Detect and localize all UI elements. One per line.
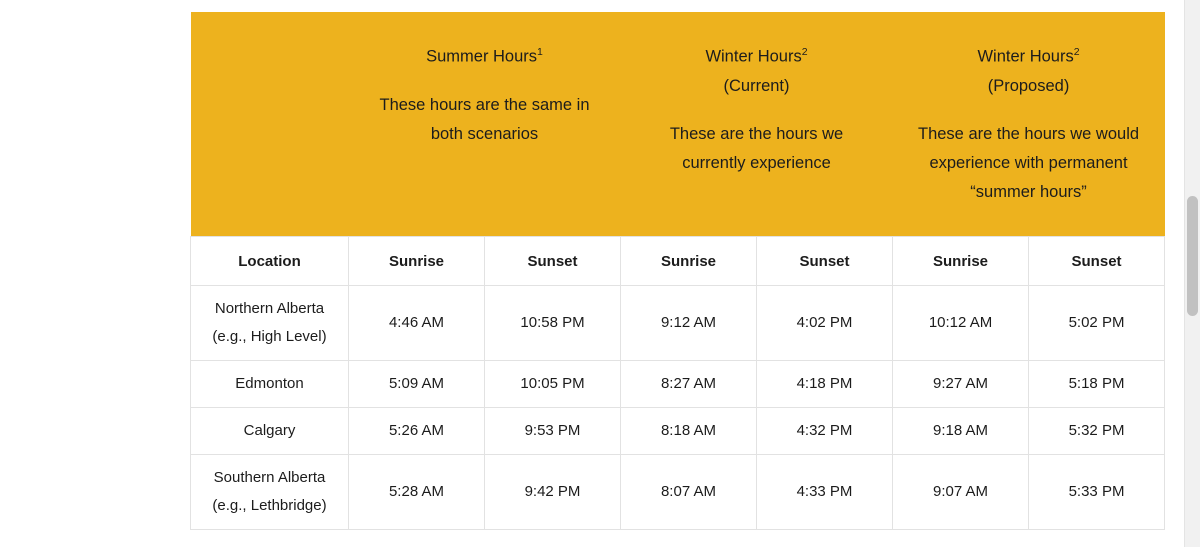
column-header-location: Location [191, 237, 349, 286]
column-header-winter-current-sunset: Sunset [757, 237, 893, 286]
cell-winter-current-sunrise: 8:18 AM [621, 408, 757, 455]
header-band-winter-proposed-title [911, 38, 1147, 72]
header-band-summer-hours [349, 12, 621, 237]
header-band-winter-proposed [893, 12, 1165, 237]
header-band-summer-footnote-marker: 1 [537, 46, 543, 58]
row-location-line2: (e.g., High Level) [212, 328, 327, 345]
cell-winter-proposed-sunset: 5:02 PM [1029, 286, 1165, 361]
cell-summer-sunset: 10:05 PM [485, 361, 621, 408]
header-band-blank-cell [191, 12, 349, 237]
table-column-headers [191, 237, 1165, 286]
column-header-summer-sunrise: Sunrise [349, 237, 485, 286]
table-row [191, 408, 1165, 455]
table-header-band [191, 12, 1165, 237]
cell-winter-proposed-sunset: 5:18 PM [1029, 361, 1165, 408]
header-band-winter-current-title [639, 38, 875, 72]
cell-winter-current-sunset: 4:02 PM [757, 286, 893, 361]
header-band-summer-description: These hours are the same in both scenarios [379, 95, 590, 143]
row-location [191, 455, 349, 530]
page-scrollbar[interactable] [1184, 0, 1200, 547]
hours-table-container [190, 12, 1165, 530]
row-location-line1: Calgary [243, 422, 296, 439]
cell-winter-proposed-sunrise: 10:12 AM [893, 286, 1029, 361]
cell-summer-sunrise: 5:09 AM [349, 361, 485, 408]
row-location [191, 286, 349, 361]
column-header-summer-sunset: Sunset [485, 237, 621, 286]
header-band-winter-proposed-subtitle: (Proposed) [987, 76, 1070, 95]
cell-winter-current-sunrise: 8:07 AM [621, 455, 757, 530]
cell-summer-sunrise: 4:46 AM [349, 286, 485, 361]
header-band-winter-current-title-text: Winter Hours [705, 47, 802, 66]
cell-winter-proposed-sunrise: 9:18 AM [893, 408, 1029, 455]
cell-winter-current-sunset: 4:32 PM [757, 408, 893, 455]
cell-summer-sunset: 9:53 PM [485, 408, 621, 455]
cell-summer-sunrise: 5:28 AM [349, 455, 485, 530]
cell-summer-sunset: 10:58 PM [485, 286, 621, 361]
column-header-winter-proposed-sunrise: Sunrise [893, 237, 1029, 286]
table-row [191, 361, 1165, 408]
header-band-winter-current-spacer [639, 101, 875, 120]
row-location [191, 361, 349, 408]
page-scrollbar-thumb[interactable] [1187, 196, 1198, 316]
cell-winter-current-sunset: 4:33 PM [757, 455, 893, 530]
cell-winter-current-sunset: 4:18 PM [757, 361, 893, 408]
sunrise-sunset-table [190, 12, 1165, 530]
table-row [191, 286, 1165, 361]
header-band-winter-proposed-footnote-marker: 2 [1073, 46, 1080, 58]
table-row [191, 455, 1165, 530]
header-band-winter-current-footnote-marker: 2 [801, 46, 808, 58]
cell-summer-sunset: 9:42 PM [485, 455, 621, 530]
header-band-winter-current-subtitle: (Current) [723, 76, 790, 95]
header-band-summer-title-text: Summer Hours [426, 47, 538, 66]
cell-winter-current-sunrise: 8:27 AM [621, 361, 757, 408]
cell-winter-proposed-sunset: 5:32 PM [1029, 408, 1165, 455]
row-location-line1: Northern Alberta [214, 300, 325, 317]
header-band-winter-current-description: These are the hours we currently experience [669, 124, 844, 172]
header-band-summer-spacer [367, 72, 603, 91]
cell-winter-current-sunrise: 9:12 AM [621, 286, 757, 361]
column-header-winter-proposed-sunset: Sunset [1029, 237, 1165, 286]
cell-winter-proposed-sunrise: 9:27 AM [893, 361, 1029, 408]
header-band-winter-current [621, 12, 893, 237]
header-band-winter-proposed-description: These are the hours we would experience with permanent “summer hours” [918, 124, 1140, 201]
header-band-summer-title [367, 38, 603, 72]
header-band-winter-proposed-spacer [911, 101, 1147, 120]
row-location-line2: (e.g., Lethbridge) [212, 497, 327, 514]
header-band-winter-proposed-title-text: Winter Hours [977, 47, 1074, 66]
cell-summer-sunrise: 5:26 AM [349, 408, 485, 455]
row-location-line1: Edmonton [235, 375, 304, 392]
cell-winter-proposed-sunset: 5:33 PM [1029, 455, 1165, 530]
row-location-line1: Southern Alberta [213, 469, 326, 486]
cell-winter-proposed-sunrise: 9:07 AM [893, 455, 1029, 530]
row-location [191, 408, 349, 455]
column-header-winter-current-sunrise: Sunrise [621, 237, 757, 286]
